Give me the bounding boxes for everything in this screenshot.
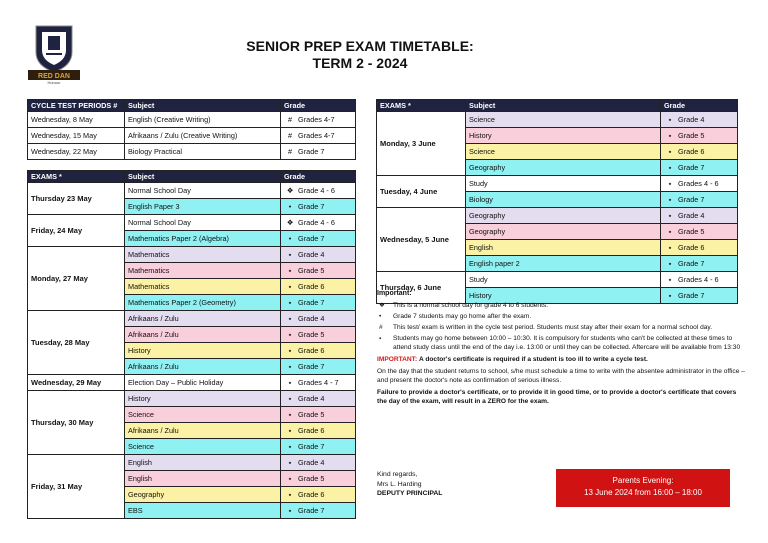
- grade-label: Grade 5: [298, 330, 325, 339]
- grade-label: Grade 7: [298, 147, 325, 156]
- grade-symbol: ⬩: [288, 282, 292, 291]
- exam-day: Monday, 27 May: [28, 247, 125, 311]
- grade-symbol: ⬩: [288, 298, 292, 307]
- header-grade: Grade: [281, 100, 356, 112]
- grade-symbol: ⬩: [288, 394, 292, 403]
- exam-day: Thursday 23 May: [28, 183, 125, 215]
- exam-grade: [281, 439, 356, 455]
- exam-grade: [281, 503, 356, 519]
- header-cycle-periods: CYCLE TEST PERIODS #: [28, 100, 125, 112]
- grade-label: Grade 5: [678, 131, 705, 140]
- grade-symbol: ⬩: [288, 378, 292, 387]
- exam-grade: [281, 231, 356, 247]
- grade-label: Grade 4: [298, 458, 325, 467]
- note-text: Students may go home between 10:00 – 10:30. It is compulsory for students who can't be collected at these times to attend study class until the end of the day i.e. 13:00 or until they can be collected. Aftercare will be available from 13:30: [393, 335, 741, 351]
- grade-label: Grades 4 - 7: [298, 378, 339, 387]
- note-item: [377, 312, 747, 321]
- exam-grade: [281, 407, 356, 423]
- grade-label: Grade 7: [298, 298, 325, 307]
- grade-symbol: ⬩: [668, 259, 672, 268]
- grade-label: Grade 4: [298, 394, 325, 403]
- note-text: This is a normal school day for grade 4 to 6 students.: [393, 302, 549, 309]
- exam-day: Wednesday, 5 June: [377, 208, 466, 272]
- exam-grade: [281, 343, 356, 359]
- page-title: [150, 38, 570, 72]
- grade-symbol: ⬩: [668, 211, 672, 220]
- header-subject: Subject: [125, 171, 281, 183]
- header-subject: Subject: [125, 100, 281, 112]
- cycle-subject: Biology Practical: [125, 144, 281, 160]
- note-text: This test/ exam is written in the cycle test period. Students must stay after their exam for a normal school day.: [393, 324, 713, 331]
- exam-subject: Normal School Day: [125, 215, 281, 231]
- exam-grade: [281, 471, 356, 487]
- grade-label: Grade 4: [298, 250, 325, 259]
- header-grade: Grade: [281, 171, 356, 183]
- grade-label: Grade 6: [298, 490, 325, 499]
- exam-day: Friday, 31 May: [28, 455, 125, 519]
- exam-grade: [281, 263, 356, 279]
- cycle-grade: [281, 128, 356, 144]
- header-exams: EXAMS *: [377, 100, 466, 112]
- cycle-date: Wednesday, 22 May: [28, 144, 125, 160]
- grade-symbol: ⬩: [668, 275, 672, 284]
- grade-label: Grade 7: [298, 362, 325, 371]
- table-row: [28, 144, 356, 160]
- svg-text:RED DAN: RED DAN: [38, 73, 70, 80]
- exam-grade: [661, 240, 738, 256]
- exam-grade: [281, 279, 356, 295]
- note-symbol: #: [379, 324, 383, 331]
- grade-symbol: ⬩: [288, 458, 292, 467]
- grade-symbol: ❖: [286, 218, 294, 227]
- exam-day: Tuesday, 4 June: [377, 176, 466, 208]
- exam-grade: [281, 215, 356, 231]
- note-symbol: •: [379, 313, 382, 320]
- exam-subject: English Paper 3: [125, 199, 281, 215]
- exam-subject: History: [466, 128, 661, 144]
- grade-symbol: ⬩: [288, 506, 292, 515]
- exam-grade: [661, 192, 738, 208]
- exam-subject: Afrikaans / Zulu: [125, 359, 281, 375]
- exam-grade: [281, 455, 356, 471]
- table-row: [377, 176, 738, 192]
- exam-grade: [661, 208, 738, 224]
- exam-grade: [281, 487, 356, 503]
- table-row: [377, 272, 738, 288]
- grade-symbol: •: [288, 202, 292, 211]
- exams-table-right: [376, 99, 738, 304]
- exam-day: Thursday, 30 May: [28, 391, 125, 455]
- grade-label: Grade 7: [298, 234, 325, 243]
- exam-subject: History: [125, 391, 281, 407]
- exam-subject: Study: [466, 176, 661, 192]
- grade-symbol: #: [287, 147, 293, 156]
- grade-symbol: ⬩: [288, 330, 292, 339]
- grade-label: Grade 7: [678, 259, 705, 268]
- table-row: [377, 208, 738, 224]
- note-item: [377, 334, 747, 352]
- exam-day: Wednesday, 29 May: [28, 375, 125, 391]
- important-label: IMPORTANT:: [377, 356, 418, 363]
- grade-symbol: ⬩: [668, 115, 672, 124]
- exam-subject: Afrikaans / Zulu: [125, 423, 281, 439]
- grade-label: Grade 6: [678, 147, 705, 156]
- title-line-2: TERM 2 - 2024: [312, 55, 408, 71]
- parents-evening-date: 13 June 2024 from 16:00 – 18:00: [584, 488, 702, 497]
- grade-symbol: ⬩: [668, 147, 672, 156]
- exam-subject: English: [125, 471, 281, 487]
- exam-subject: Biology: [466, 192, 661, 208]
- exam-subject: Mathematics Paper 2 (Geometry): [125, 295, 281, 311]
- grade-symbol: ⬩: [668, 291, 672, 300]
- exam-grade: [281, 359, 356, 375]
- header-subject: Subject: [466, 100, 661, 112]
- header-grade: Grade: [661, 100, 738, 112]
- exam-day: Thursday, 6 June: [377, 272, 466, 304]
- exam-grade: [281, 183, 356, 199]
- failure-paragraph: Failure to provide a doctor's certificate, or to provide it in good time, or to provide a doctor's certificate that covers the day of the exam, will result in a ZERO for the exam.: [377, 389, 737, 405]
- exam-grade: [661, 112, 738, 128]
- note-item: [377, 301, 747, 310]
- grade-symbol: ⬩: [668, 227, 672, 236]
- exam-subject: History: [466, 288, 661, 304]
- grade-symbol: #: [287, 115, 293, 124]
- grade-label: Grade 4 - 6: [298, 186, 335, 195]
- cycle-grade: [281, 144, 356, 160]
- exam-subject: Afrikaans / Zulu: [125, 311, 281, 327]
- grade-symbol: ⬩: [288, 442, 292, 451]
- exam-subject: Mathematics: [125, 247, 281, 263]
- cycle-subject: Afrikaans / Zulu (Creative Writing): [125, 128, 281, 144]
- grade-label: Grade 7: [678, 195, 705, 204]
- table-row: [28, 215, 356, 231]
- grade-label: Grade 7: [298, 442, 325, 451]
- exam-subject: Normal School Day: [125, 183, 281, 199]
- table-row: [28, 128, 356, 144]
- header-exams: EXAMS *: [28, 171, 125, 183]
- school-crest-logo: [26, 22, 82, 84]
- exam-grade: [281, 375, 356, 391]
- note-symbol: ⬩: [379, 335, 382, 342]
- title-line-1: SENIOR PREP EXAM TIMETABLE:: [246, 38, 474, 54]
- exam-subject: History: [125, 343, 281, 359]
- grade-symbol: ❖: [286, 186, 294, 195]
- grade-symbol: ⬩: [288, 490, 292, 499]
- cycle-subject: English (Creative Writing): [125, 112, 281, 128]
- exam-grade: [281, 295, 356, 311]
- exam-subject: EBS: [125, 503, 281, 519]
- note-symbol: ❖: [379, 302, 385, 309]
- exam-subject: Geography: [466, 160, 661, 176]
- grade-label: Grade 4: [298, 314, 325, 323]
- grade-symbol: #: [287, 131, 293, 140]
- exam-grade: [661, 224, 738, 240]
- grade-symbol: ⬩: [668, 179, 672, 188]
- important-notes: [377, 289, 747, 409]
- cycle-date: Wednesday, 8 May: [28, 112, 125, 128]
- grade-label: Grade 6: [298, 346, 325, 355]
- grade-label: Grade 4: [678, 115, 705, 124]
- table-row: [28, 183, 356, 199]
- table-row: [28, 391, 356, 407]
- table-row: [377, 112, 738, 128]
- exam-grade: [281, 247, 356, 263]
- grade-symbol: ⬩: [288, 362, 292, 371]
- grade-label: Grade 5: [678, 227, 705, 236]
- grade-symbol: •: [288, 234, 292, 243]
- signoff-greeting: Kind regards,: [377, 471, 418, 478]
- exam-subject: English: [125, 455, 281, 471]
- exam-grade: [661, 160, 738, 176]
- grade-symbol: ⬩: [668, 243, 672, 252]
- grade-symbol: ⬩: [668, 163, 672, 172]
- exam-grade: [661, 256, 738, 272]
- grade-label: Grade 5: [298, 474, 325, 483]
- grade-symbol: ⬩: [288, 314, 292, 323]
- exam-subject: Geography: [466, 224, 661, 240]
- exam-subject: Mathematics Paper 2 (Algebra): [125, 231, 281, 247]
- note-text: Grade 7 students may go home after the exam.: [393, 313, 532, 320]
- important-text: A doctor's certificate is required if a student is too ill to write a cycle test.: [419, 356, 648, 363]
- exam-subject: English: [466, 240, 661, 256]
- cycle-test-table: [27, 99, 356, 160]
- grade-symbol: ⬩: [668, 131, 672, 140]
- exam-subject: Afrikaans / Zulu: [125, 327, 281, 343]
- exam-subject: Geography: [466, 208, 661, 224]
- important-warning: [377, 355, 747, 364]
- exam-subject: English paper 2: [466, 256, 661, 272]
- grade-label: Grade 7: [298, 202, 325, 211]
- exam-subject: Science: [125, 439, 281, 455]
- exam-grade: [281, 199, 356, 215]
- exam-subject: Science: [466, 144, 661, 160]
- svg-text:Honour: Honour: [47, 80, 61, 84]
- exam-subject: Science: [466, 112, 661, 128]
- table-row: [28, 112, 356, 128]
- exam-day: Monday, 3 June: [377, 112, 466, 176]
- grade-label: Grades 4 - 6: [678, 179, 719, 188]
- signoff: [377, 470, 442, 499]
- grade-label: Grade 4: [678, 211, 705, 220]
- exam-grade: [281, 391, 356, 407]
- exam-subject: Mathematics: [125, 279, 281, 295]
- exam-subject: Mathematics: [125, 263, 281, 279]
- exam-grade: [281, 311, 356, 327]
- grade-label: Grade 6: [298, 426, 325, 435]
- signoff-title: DEPUTY PRINCIPAL: [377, 490, 443, 497]
- exam-grade: [281, 327, 356, 343]
- grade-symbol: ⬩: [288, 410, 292, 419]
- exam-day: Friday, 24 May: [28, 215, 125, 247]
- grade-label: Grade 5: [298, 266, 325, 275]
- table-row: [28, 375, 356, 391]
- grade-symbol: ⬩: [288, 346, 292, 355]
- grade-label: Grades 4 - 6: [678, 275, 719, 284]
- grade-label: Grade 7: [678, 163, 705, 172]
- grade-symbol: ⬩: [288, 426, 292, 435]
- grade-symbol: ⬩: [288, 250, 292, 259]
- table-row: [28, 247, 356, 263]
- grade-symbol: ⬩: [288, 266, 292, 275]
- signoff-name: Mrs L. Harding: [377, 480, 422, 488]
- return-paragraph: On the day that the student returns to school, s/he must schedule a time to write with the absentee administrator in the office – and present the doctor's note as confirmation of serious illness.: [377, 368, 745, 384]
- exam-grade: [281, 423, 356, 439]
- exam-subject: Study: [466, 272, 661, 288]
- parents-evening-banner: [556, 469, 730, 507]
- exam-grade: [661, 272, 738, 288]
- grade-label: Grade 4 - 6: [298, 218, 335, 227]
- notes-heading: Important:: [377, 290, 412, 297]
- exam-day: Tuesday, 28 May: [28, 311, 125, 375]
- grade-label: Grades 4-7: [298, 131, 335, 140]
- parents-evening-title: Parents Evening:: [612, 476, 674, 485]
- cycle-date: Wednesday, 15 May: [28, 128, 125, 144]
- exams-table-left: [27, 170, 356, 519]
- exam-grade: [661, 128, 738, 144]
- exam-subject: Science: [125, 407, 281, 423]
- grade-label: Grade 5: [298, 410, 325, 419]
- table-row: [28, 311, 356, 327]
- exam-subject: Geography: [125, 487, 281, 503]
- grade-label: Grade 6: [298, 282, 325, 291]
- grade-label: Grades 4-7: [298, 115, 335, 124]
- grade-symbol: ⬩: [668, 195, 672, 204]
- cycle-grade: [281, 112, 356, 128]
- grade-label: Grade 7: [678, 291, 705, 300]
- grade-label: Grade 6: [678, 243, 705, 252]
- exam-grade: [661, 176, 738, 192]
- exam-grade: [661, 144, 738, 160]
- table-row: [28, 455, 356, 471]
- grade-symbol: ⬩: [288, 474, 292, 483]
- grade-label: Grade 7: [298, 506, 325, 515]
- note-item: [377, 323, 747, 332]
- exam-subject: Election Day – Public Holiday: [125, 375, 281, 391]
